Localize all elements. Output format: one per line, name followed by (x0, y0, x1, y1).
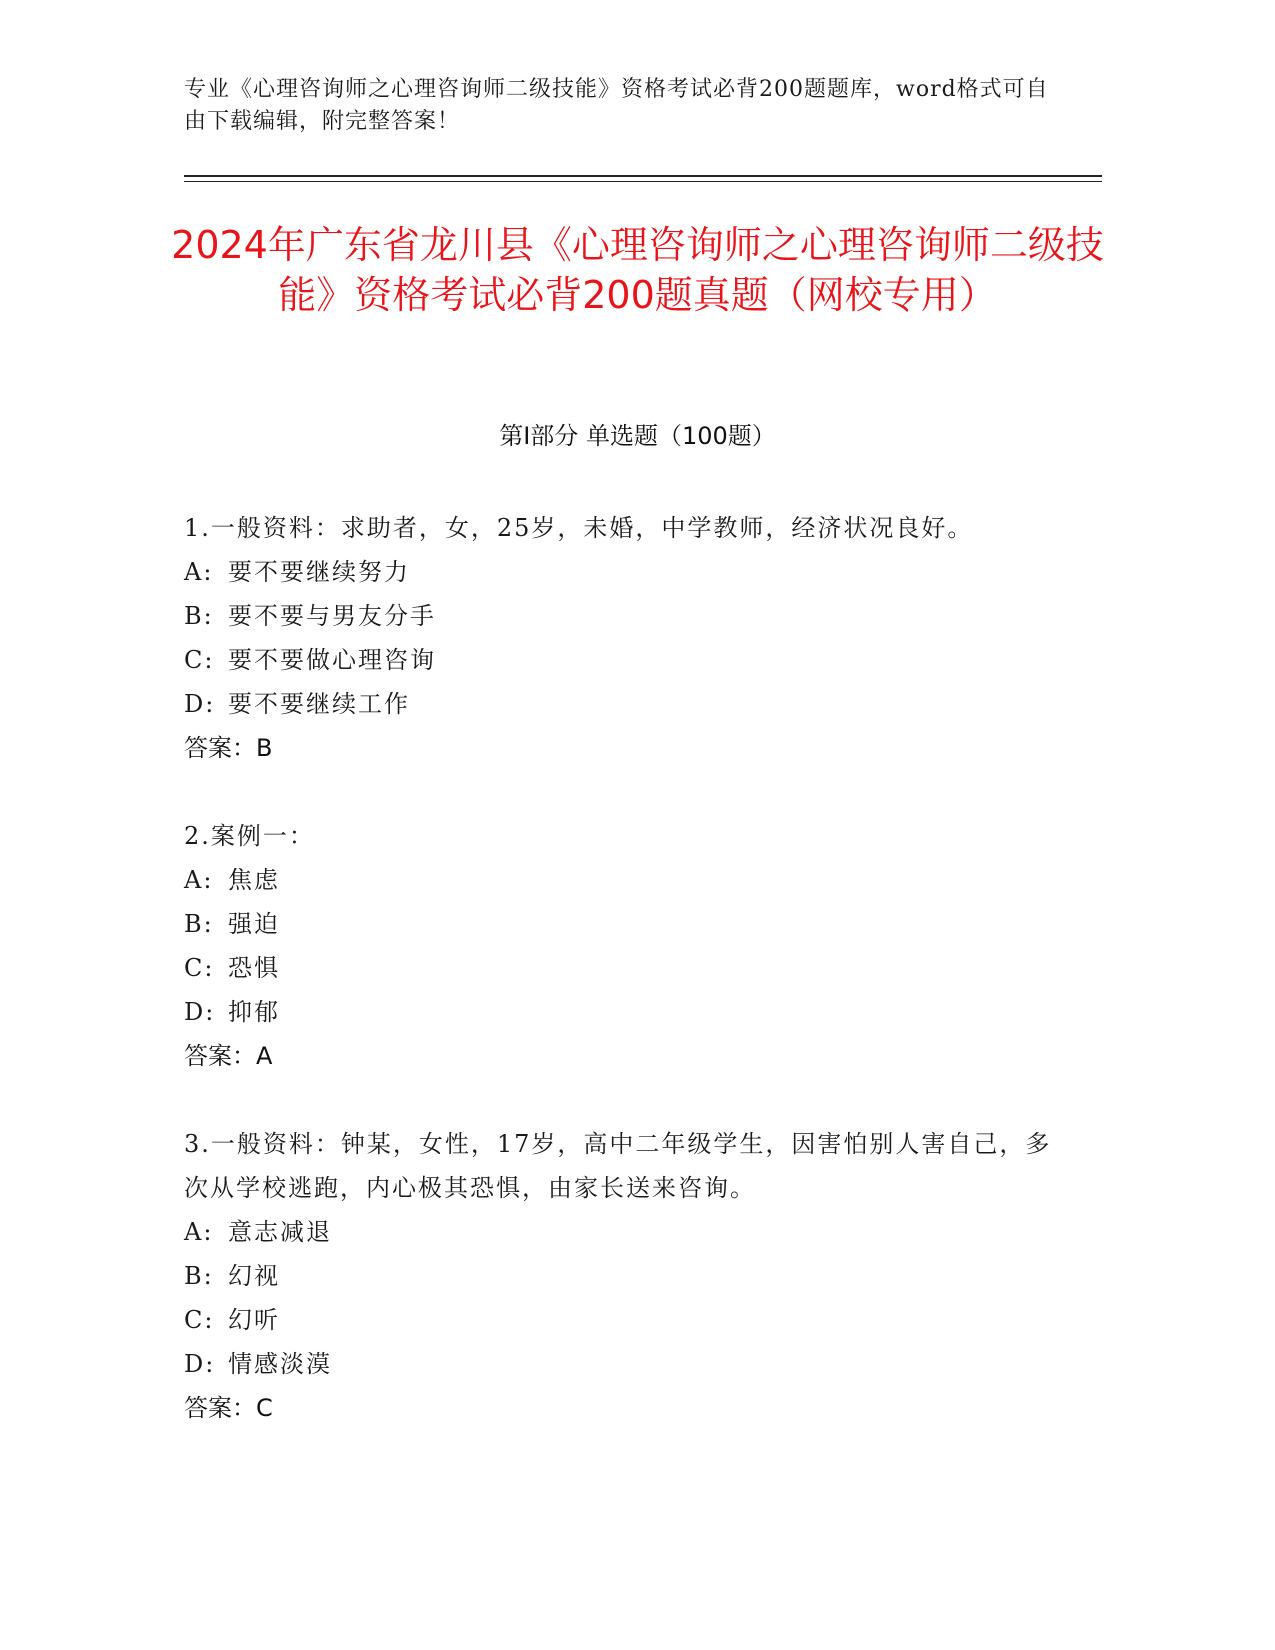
option-c (184, 638, 1064, 682)
document-title: 2024年广东省龙川县《心理咨询师之心理咨询师二级技能》资格考试必背200题真题（网校专用） (171, 223, 1104, 317)
option-letter: A: (184, 558, 214, 586)
header-note: 专业《心理咨询师之心理咨询师二级技能》资格考试必背200题题库，word格式可自由下载编辑，附完整答案！ (184, 77, 1049, 134)
option-a (184, 550, 1064, 594)
header-divider-thick (184, 175, 1102, 177)
option-d (184, 990, 1064, 1034)
option-a (184, 858, 1064, 902)
option-d (184, 682, 1064, 726)
option-text: 要不要继续工作 (228, 690, 410, 718)
option-letter: D: (184, 690, 216, 718)
question-stem: 2.案例一： (184, 822, 315, 850)
section-heading: 第Ⅰ部分 单选题（100题） (499, 422, 776, 450)
option-c (184, 946, 1064, 990)
option-letter: A: (184, 866, 214, 894)
question-2 (184, 814, 1064, 1078)
option-text: 强迫 (228, 910, 280, 938)
option-text: 幻视 (228, 1262, 280, 1290)
option-letter: D: (184, 998, 216, 1026)
option-text: 幻听 (228, 1306, 280, 1334)
option-text: 要不要继续努力 (228, 558, 410, 586)
option-b (184, 1254, 1064, 1298)
option-text: 要不要与男友分手 (228, 602, 436, 630)
answer-line: 答案：B (184, 734, 273, 762)
option-text: 要不要做心理咨询 (228, 646, 436, 674)
option-b (184, 594, 1064, 638)
option-text: 抑郁 (228, 998, 280, 1026)
option-letter: C: (184, 954, 215, 982)
option-letter: B: (184, 602, 214, 630)
option-d (184, 1342, 1064, 1386)
option-letter: B: (184, 1262, 214, 1290)
option-c (184, 1298, 1064, 1342)
answer-line: 答案：A (184, 1042, 273, 1070)
option-text: 恐惧 (228, 954, 280, 982)
option-b (184, 902, 1064, 946)
option-letter: C: (184, 646, 215, 674)
header-divider-thin (184, 181, 1102, 182)
answer-line: 答案：C (184, 1394, 273, 1422)
option-text: 焦虑 (228, 866, 280, 894)
option-text: 意志减退 (228, 1218, 332, 1246)
question-3 (184, 1122, 1064, 1430)
question-1 (184, 506, 1064, 770)
option-letter: B: (184, 910, 214, 938)
option-a (184, 1210, 1064, 1254)
option-text: 情感淡漠 (228, 1350, 332, 1378)
question-stem: 1.一般资料：求助者，女，25岁，未婚，中学教师，经济状况良好。 (184, 514, 974, 542)
question-stem: 3.一般资料：钟某，女性，17岁，高中二年级学生，因害怕别人害自己，多次从学校逃跑，内心极其恐惧，由家长送来咨询。 (184, 1130, 1052, 1202)
question-list (184, 506, 1064, 1474)
option-letter: C: (184, 1306, 215, 1334)
option-letter: A: (184, 1218, 214, 1246)
option-letter: D: (184, 1350, 216, 1378)
